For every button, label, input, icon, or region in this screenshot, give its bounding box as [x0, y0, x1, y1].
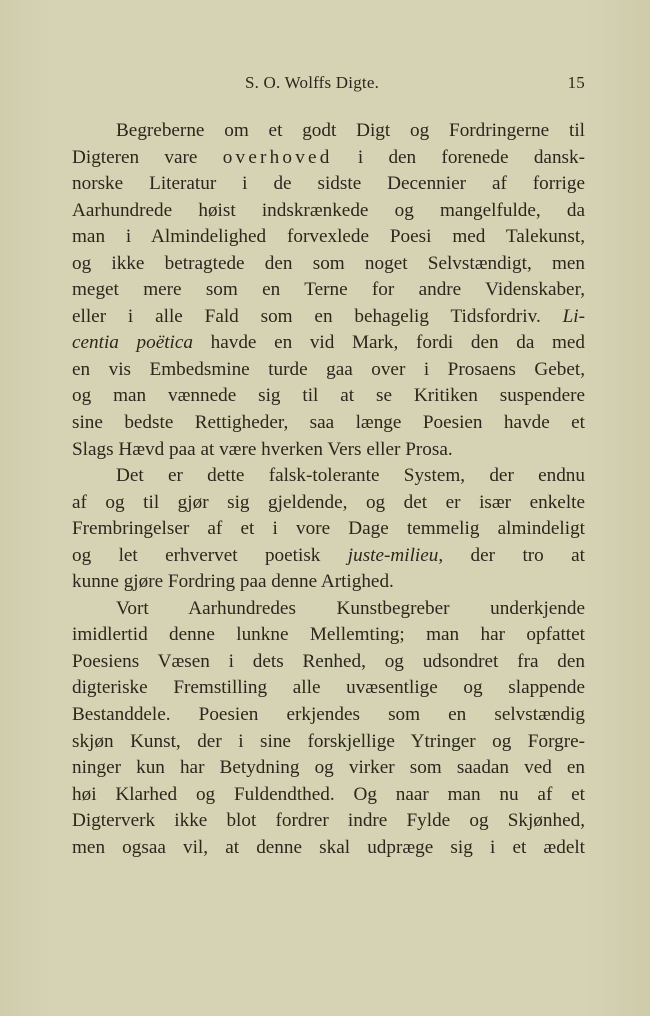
- text-line: af og til gjør sig gjeldende, og det er især enkelte: [72, 491, 585, 513]
- body-text: [72, 118, 585, 861]
- text-line: Poesiens Væsen i dets Renhed, og udsondret fra den: [72, 650, 585, 672]
- text-line: Digterverk ikke blot fordrer indre Fylde og Skjønhed,: [72, 810, 585, 832]
- text-line: Det er dette falsk-tolerante System, der endnu: [116, 465, 585, 487]
- text-line: digteriske Fremstilling alle uvæsentlige og slappende: [72, 677, 585, 699]
- text-line: og let erhvervet poetisk juste-milieu, der tro at: [72, 544, 585, 566]
- text-line: skjøn Kunst, der i sine forskjellige Ytringer og Forgre-: [72, 730, 585, 752]
- text-line: en vis Embedsmine turde gaa over i Prosaens Gebet,: [72, 358, 585, 380]
- text-line: Digteren vare overhoved i den forenede dansk-: [72, 146, 585, 168]
- italic-phrase: centia poëtica: [72, 332, 193, 354]
- text-line: Frembringelser af et i vore Dage temmelig almindeligt: [72, 518, 585, 540]
- italic-phrase: juste-milieu: [347, 544, 439, 566]
- text-line: Slags Hævd paa at være hverken Vers eller Prosa.: [72, 438, 453, 460]
- letterspaced-word: overhoved: [222, 146, 333, 168]
- text-line: og ikke betragtede den som noget Selvstændigt, men: [72, 252, 585, 274]
- text-line: Vort Aarhundredes Kunstbegreber underkjende: [116, 597, 585, 619]
- text-line: imidlertid denne lunkne Mellemting; man har opfattet: [72, 624, 585, 646]
- text-line: sine bedste Rettigheder, saa længe Poesien havde et: [72, 412, 585, 434]
- text-line: ninger kun har Betydning og virker som saadan ved en: [72, 757, 585, 779]
- text-line: og man vænnede sig til at se Kritiken suspendere: [72, 385, 585, 407]
- text-line: høi Klarhed og Fuldendthed. Og naar man nu af et: [72, 783, 585, 805]
- text-line: Aarhundrede høist indskrænkede og mangelfulde, da: [72, 199, 585, 221]
- page-number: 15: [567, 73, 585, 92]
- text-line: centia poëtica havde en vid Mark, fordi den da med: [72, 332, 586, 354]
- text-line: Begreberne om et godt Digt og Fordringerne til: [116, 120, 585, 141]
- text-line: kunne gjøre Fordring paa denne Artighed.: [72, 571, 394, 593]
- text-line: men ogsaa vil, at denne skal udpræge sig i et ædelt: [72, 836, 585, 858]
- text-line: man i Almindelighed forvexlede Poesi med Talekunst,: [72, 226, 585, 248]
- text-line: norske Literatur i de sidste Decennier af forrige: [72, 173, 585, 195]
- italic-phrase: Li-: [562, 305, 585, 327]
- text-line: Bestanddele. Poesien erkjendes som en selvstændig: [72, 704, 585, 726]
- text-line: meget mere som en Terne for andre Videnskaber,: [72, 279, 585, 301]
- text-line: eller i alle Fald som en behagelig Tidsfordriv. Li-: [72, 305, 585, 327]
- running-head: [72, 73, 585, 97]
- running-head-title: S. O. Wolffs Digte.: [245, 73, 380, 92]
